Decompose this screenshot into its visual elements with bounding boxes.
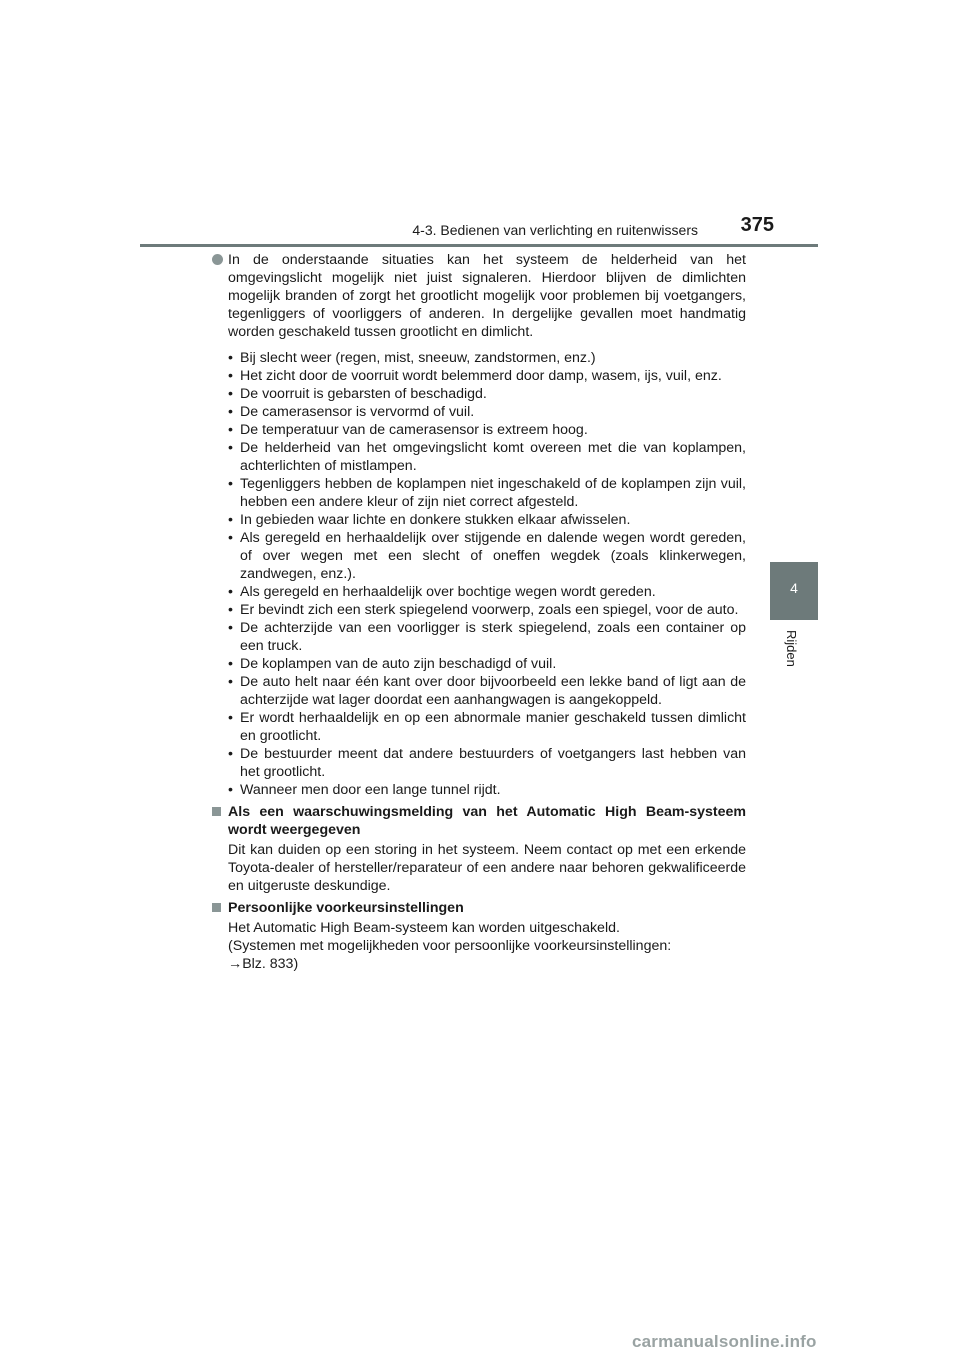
list-item: • Bij slecht weer (regen, mist, sneeuw, zandstormen, enz.) <box>228 350 596 366</box>
preferences-line: (Systemen met mogelijkheden voor persoonlijke voorkeursinstellingen: <box>228 938 672 954</box>
warning-body: Dit kan duiden op een storing in het systeem. Neem contact op met een erkende Toyota-dealer of hersteller/reparateur of een andere naar behoren gekwalificeerde en uitgeruste deskundige. <box>228 842 746 894</box>
circle-bullet-icon <box>212 254 223 265</box>
list-item: • De helderheid van het omgevingslicht komt overeen met die van koplampen, achterlichten of mistlampen. <box>228 440 746 474</box>
intro-paragraph <box>212 251 746 341</box>
bullet-icon: • <box>228 674 233 690</box>
list-item: • Als geregeld en herhaaldelijk over bochtige wegen wordt gereden. <box>228 584 656 600</box>
square-bullet-icon <box>212 807 221 816</box>
watermark-logo: carmanualsonline.info <box>632 1332 817 1351</box>
page-header <box>140 212 818 246</box>
preferences-line: Het Automatic High Beam-systeem kan worden uitgeschakeld. <box>228 920 620 936</box>
warning-title: Als een waarschuwingsmelding van het Automatic High Beam-systeem wordt weergegeven <box>228 804 746 838</box>
preferences-section <box>212 899 746 973</box>
list-item: • De auto helt naar één kant over door bijvoorbeeld een lekke band of ligt aan de achterzijde wat lager doordat een aanhangwagen is aangekoppeld. <box>228 674 746 708</box>
intro-text: In de onderstaande situaties kan het systeem de helderheid van het omgevingslicht mogelijk niet juist signaleren. Hierdoor blijven de dimlichten mogelijk branden of zorgt het grootlicht mogelijk voor problemen bij voetgangers, tegenliggers of voorliggers of anderen. In dergelijke gevallen moet handmatig worden geschakeld tussen grootlicht en dimlicht. <box>228 252 746 340</box>
bullet-icon: • <box>228 602 233 618</box>
list-item: • De koplampen van de auto zijn beschadigd of vuil. <box>228 656 557 672</box>
bullet-icon: • <box>228 512 233 528</box>
bullet-icon: • <box>228 368 233 384</box>
bullet-icon: • <box>228 620 233 636</box>
list-item: • Er bevindt zich een sterk spiegelend voorwerp, zoals een spiegel, voor de auto. <box>228 602 739 618</box>
list-item: • In gebieden waar lichte en donkere stukken elkaar afwisselen. <box>228 512 631 528</box>
list-item: • De bestuurder meent dat andere bestuurders of voetgangers last hebben van het grootlicht. <box>228 746 746 780</box>
list-item: • De temperatuur van de camerasensor is extreem hoog. <box>228 422 588 438</box>
bullet-icon: • <box>228 746 233 762</box>
bullet-icon: • <box>228 782 233 798</box>
bullet-icon: • <box>228 422 233 438</box>
chapter-tab[interactable] <box>770 562 818 620</box>
bullet-icon: • <box>228 440 233 456</box>
header-rule <box>140 244 818 247</box>
list-item: • De achterzijde van een voorligger is sterk spiegelend, zoals een container op een truck. <box>228 620 746 654</box>
bullet-icon: • <box>228 386 233 402</box>
list-item: • Het zicht door de voorruit wordt belemmerd door damp, wasem, ijs, vuil, enz. <box>228 368 722 384</box>
bullet-icon: • <box>228 530 233 546</box>
bullet-icon: • <box>228 350 233 366</box>
preferences-body <box>228 919 746 973</box>
section-title: 4-3. Bedienen van verlichting en ruitenwissers <box>412 222 698 238</box>
square-bullet-icon <box>212 903 221 912</box>
page-reference-link[interactable]: →Blz. 833) <box>228 956 299 972</box>
situation-list <box>212 349 746 799</box>
list-item: • Er wordt herhaaldelijk en op een abnormale manier geschakeld tussen dimlicht en grootlicht. <box>228 710 746 744</box>
chapter-label-wrap <box>770 620 818 680</box>
bullet-icon: • <box>228 710 233 726</box>
list-item: • De camerasensor is vervormd of vuil. <box>228 404 475 420</box>
bullet-icon: • <box>228 656 233 672</box>
chapter-number: 4 <box>790 580 798 596</box>
page-content <box>212 248 746 973</box>
list-item: • Wanneer men door een lange tunnel rijdt. <box>228 782 501 798</box>
bullet-icon: • <box>228 404 233 420</box>
chapter-label: Rijden <box>784 630 799 667</box>
list-item: • De voorruit is gebarsten of beschadigd. <box>228 386 487 402</box>
preferences-title: Persoonlijke voorkeursinstellingen <box>228 900 464 916</box>
list-item: • Als geregeld en herhaaldelijk over stijgende en dalende wegen wordt gereden, of over wegen met een slecht of oneffen wegdek (zoals klinkerwegen, zandwegen, enz.). <box>228 530 746 582</box>
bullet-icon: • <box>228 476 233 492</box>
list-item: • Tegenliggers hebben de koplampen niet ingeschakeld of de koplampen zijn vuil, hebben een andere kleur of zijn niet correct afgesteld. <box>228 476 746 510</box>
warning-section <box>212 803 746 895</box>
page-number: 375 <box>740 214 774 236</box>
bullet-icon: • <box>228 584 233 600</box>
